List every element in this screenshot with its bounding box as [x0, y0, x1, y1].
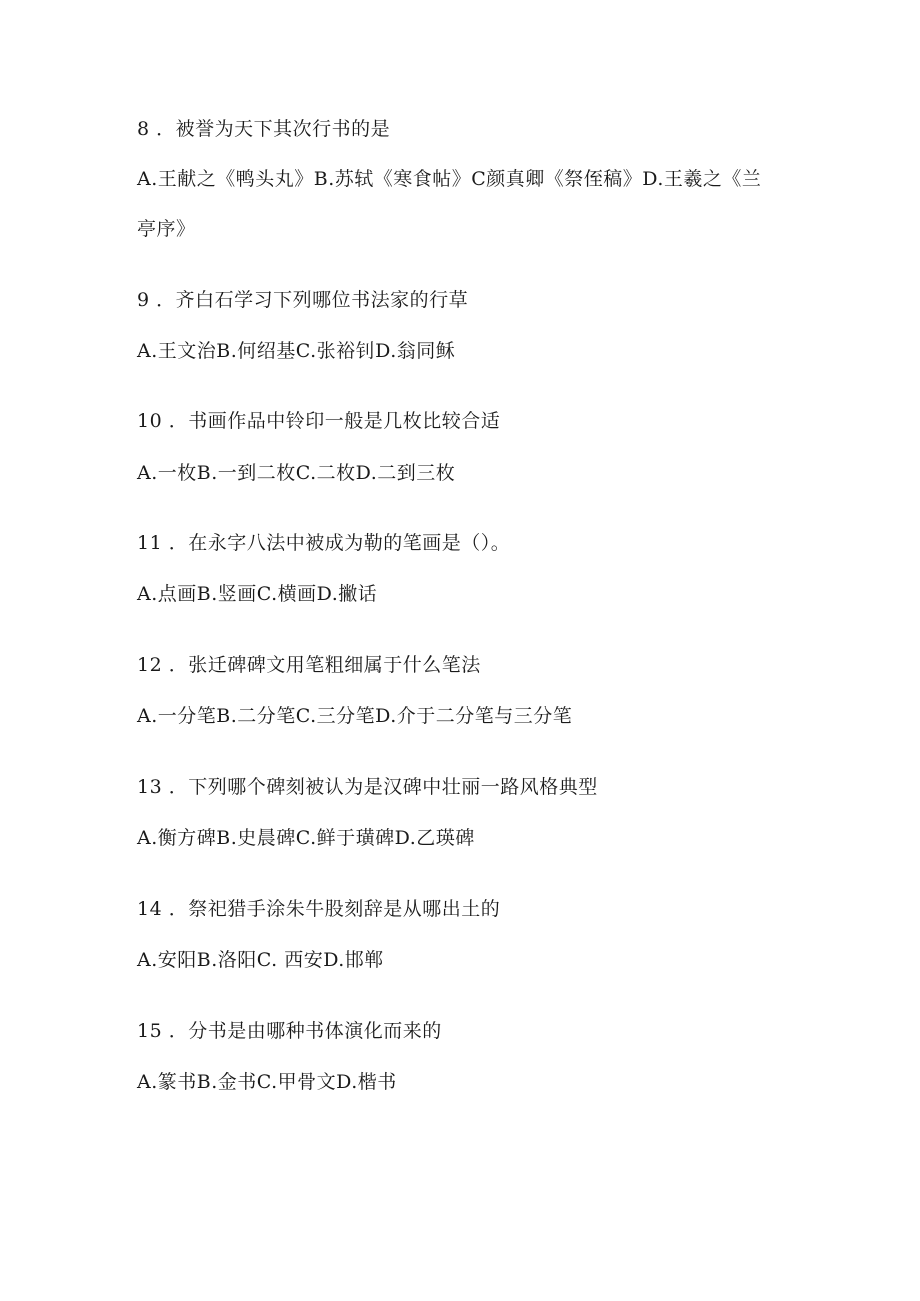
- question-10-text: 10 ．书画作品中铃印一般是几枚比较合适: [137, 410, 501, 432]
- question-13-options: A.衡方碑B.史晨碑C.鲜于璜碑D.乙瑛碑: [137, 827, 475, 849]
- question-14-text: 14 ．祭祀猎手涂朱牛股刻辞是从哪出土的: [137, 898, 501, 920]
- question-15-options: A.篆书B.金书C.甲骨文D.楷书: [137, 1071, 397, 1093]
- question-9-text: 9 ．齐白石学习下列哪位书法家的行草: [137, 289, 469, 311]
- question-13-text: 13 ．下列哪个碑刻被认为是汉碑中壮丽一路风格典型: [137, 776, 598, 798]
- question-11-options: A.点画B.竖画C.横画D.撇话: [137, 583, 378, 605]
- question-11-text: 11 ．在永字八法中被成为勒的笔画是（）。: [137, 532, 511, 554]
- question-12-options: A.一分笔B.二分笔C.三分笔D.介于二分笔与三分笔: [137, 705, 573, 727]
- question-10-options: A.一枚B.一到二枚C.二枚D.二到三枚: [137, 462, 456, 484]
- question-8-options: A.王献之《鸭头丸》B.苏轼《寒食帖》C颜真卿《祭侄稿》D.王羲之《兰: [137, 168, 762, 190]
- question-14-options: A.安阳B.洛阳C. 西安D.邯郸: [137, 949, 384, 971]
- question-8-options-continued: 亭序》: [137, 218, 196, 240]
- question-9-options: A.王文治B.何绍基C.张裕钊D.翁同稣: [137, 340, 456, 362]
- question-12-text: 12 ．张迁碑碑文用笔粗细属于什么笔法: [137, 654, 481, 676]
- question-8-text: 8 ．被誉为天下其次行书的是: [137, 118, 391, 140]
- question-15-text: 15 ．分书是由哪种书体演化而来的: [137, 1020, 442, 1042]
